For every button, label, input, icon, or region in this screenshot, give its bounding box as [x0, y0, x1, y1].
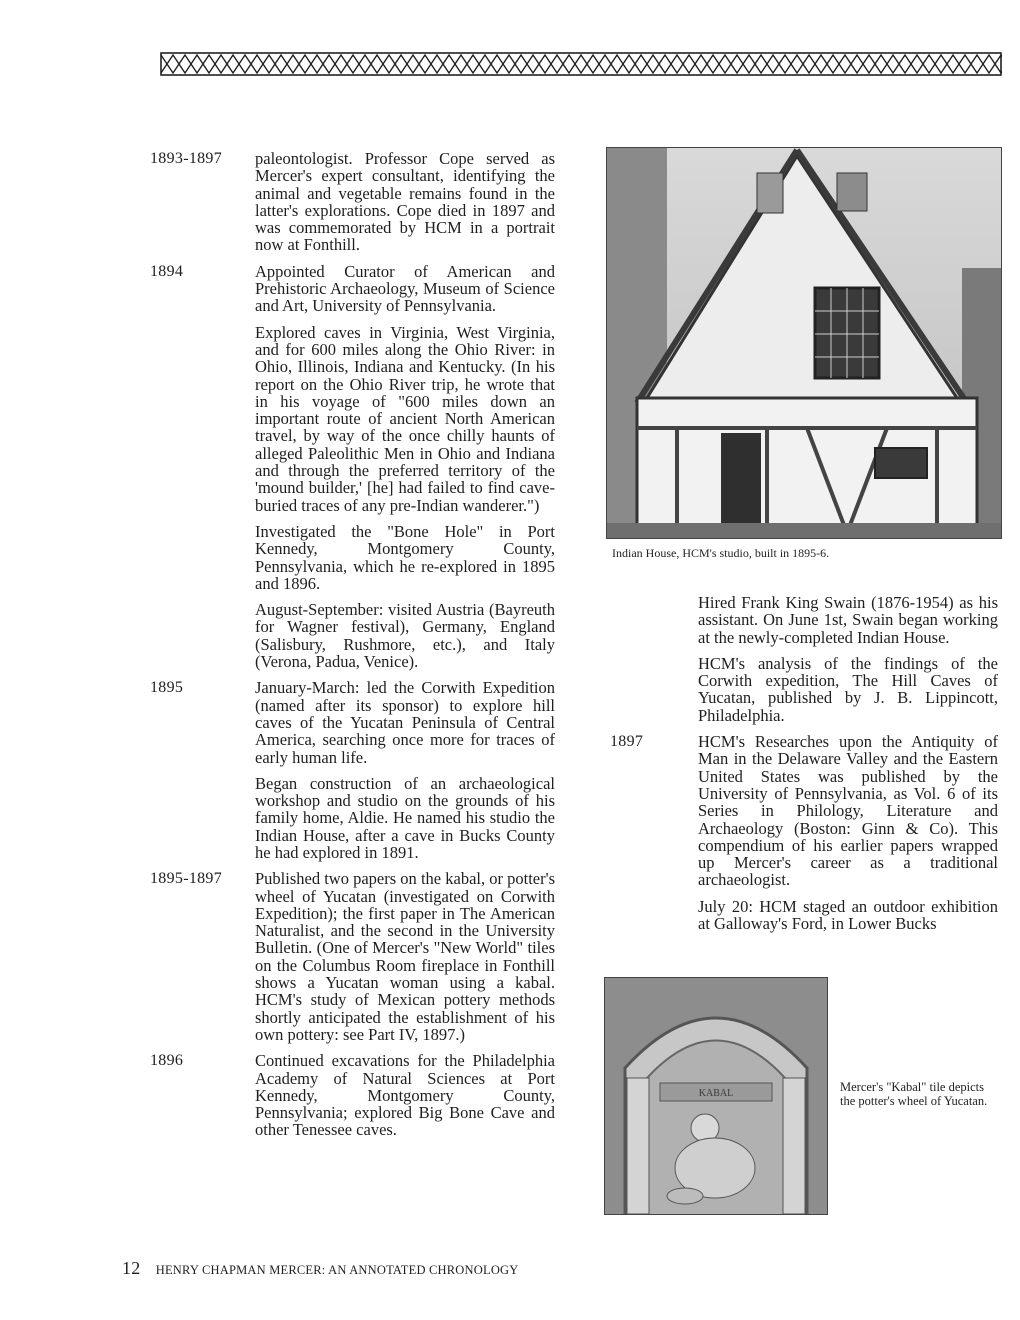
entry-text: July 20: HCM staged an outdoor exhibition at Galloway's Ford, in Lower Bucks: [698, 896, 998, 934]
entry-1895-1897: [150, 870, 560, 1052]
decorative-border: [160, 50, 1002, 78]
entry-year: [610, 594, 698, 733]
entry-text: Investigated the "Bone Hole" in Port Kennedy, Montgomery County, Pennsylvania, which he re-explored in 1895 and 1896.: [255, 521, 555, 593]
chronology-left-column: [150, 150, 560, 1148]
entry-year: 1893-1897: [150, 150, 223, 167]
entry-1896-continued: [610, 594, 1005, 733]
entry-text: Appointed Curator of American and Prehistoric Archaeology, Museum of Science and Art, University of Pennsylvania.: [255, 261, 555, 316]
entry-year: 1897: [610, 733, 644, 751]
entry-year: 1895: [150, 679, 184, 697]
entry-year: 1894: [150, 262, 184, 280]
page-footer: [122, 1258, 519, 1279]
kabal-tile-caption: Mercer's "Kabal" tile depicts the potter's wheel of Yucatan.: [840, 1080, 988, 1108]
running-title: HENRY CHAPMAN MERCER: AN ANNOTATED CHRONOLOGY: [155, 1263, 519, 1277]
kabal-tile-photo: [604, 977, 828, 1215]
entry-text: Hired Frank King Swain (1876-1954) as his assistant. On June 1st, Swain began working at the newly-completed Indian House.: [698, 593, 998, 647]
entry-1897: [610, 733, 1005, 941]
indian-house-caption: Indian House, HCM's studio, built in 1895-6.: [612, 546, 830, 560]
chronology-right-column: [610, 594, 1005, 941]
entry-text: Continued excavations for the Philadelphia Academy of Natural Sciences at Port Kennedy, Montgomery County, Pennsylvania; explored Big Bone Cave and other Tenessee caves.: [255, 1051, 555, 1140]
entry-1895: [150, 679, 560, 870]
entry-text: paleontologist. Professor Cope served as Mercer's expert consultant, identifying the animal and vegetable remains found in the latter's explorations. Cope died in 1897 and was commemorated by HCM in a portrait now at Fonthill.: [255, 149, 555, 255]
entry-1896: [150, 1052, 560, 1147]
page-number: 12: [122, 1258, 141, 1278]
entry-text: HCM's analysis of the findings of the Corwith expedition, The Hill Caves of Yucatan, published by J. B. Lippincott, Philadelphia.: [698, 653, 998, 725]
entry-text: August-September: visited Austria (Bayreuth for Wagner festival), Germany, England (Salisbury, Rushmore, etc.), and Italy (Verona, Padua, Venice).: [255, 600, 555, 672]
entry-year: 1895-1897: [150, 870, 223, 888]
tile-inscription: KABAL: [698, 1088, 734, 1099]
entry-year: 1896: [150, 1052, 184, 1070]
entry-text: HCM's Researches upon the Antiquity of Man in the Delaware Valley and the Eastern United States was published by the University of Pennsylvania, as Vol. 6 of its Series in Philology, Literature and Archaeology (Boston: Ginn & Co). This compendium of his earlier papers wrapped up Mercer's career as a traditional archaeologist.: [698, 732, 998, 890]
indian-house-photo: [606, 147, 1002, 539]
entry-1894: [150, 263, 560, 680]
entry-text: Explored caves in Virginia, West Virginia, and for 600 miles along the Ohio River: in Ohio, Illinois, Indiana and Kentucky. (In his report on the Ohio River trip, he wrote that in his voyage of "600 miles down an important route of ancient North American travel, by way of the once chilly haunts of alleged Paleolithic Men in Ohio and Indiana and through the preferred territory of the 'mound builder,' [he] had failed to find cave-buried traces of any pre-Indian wanderer."): [255, 322, 555, 515]
entry-1893-1897: [150, 150, 560, 263]
entry-text: January-March: led the Corwith Expedition (named after its sponsor) to explore hill caves of the Yucatan Peninsula of Central America, searching once more for traces of early human life.: [255, 678, 555, 767]
entry-text: Published two papers on the kabal, or potter's wheel of Yucatan (investigated on Corwith Expedition); the first paper in The American Naturalist, and the second in the University Bulletin. (One of Mercer's "New World" tiles on the Columbus Room fireplace in Fonthill shows a Yucatan woman using a kabal. HCM's study of Mexican pottery methods shortly anticipated the establishment of his own pottery: see Part IV, 1897.): [255, 869, 555, 1044]
entry-text: Began construction of an archaeological workshop and studio on the grounds of his family home, Aldie. He named his studio the Indian House, after a cave in Bucks County he had explored in 1891.: [255, 773, 555, 862]
